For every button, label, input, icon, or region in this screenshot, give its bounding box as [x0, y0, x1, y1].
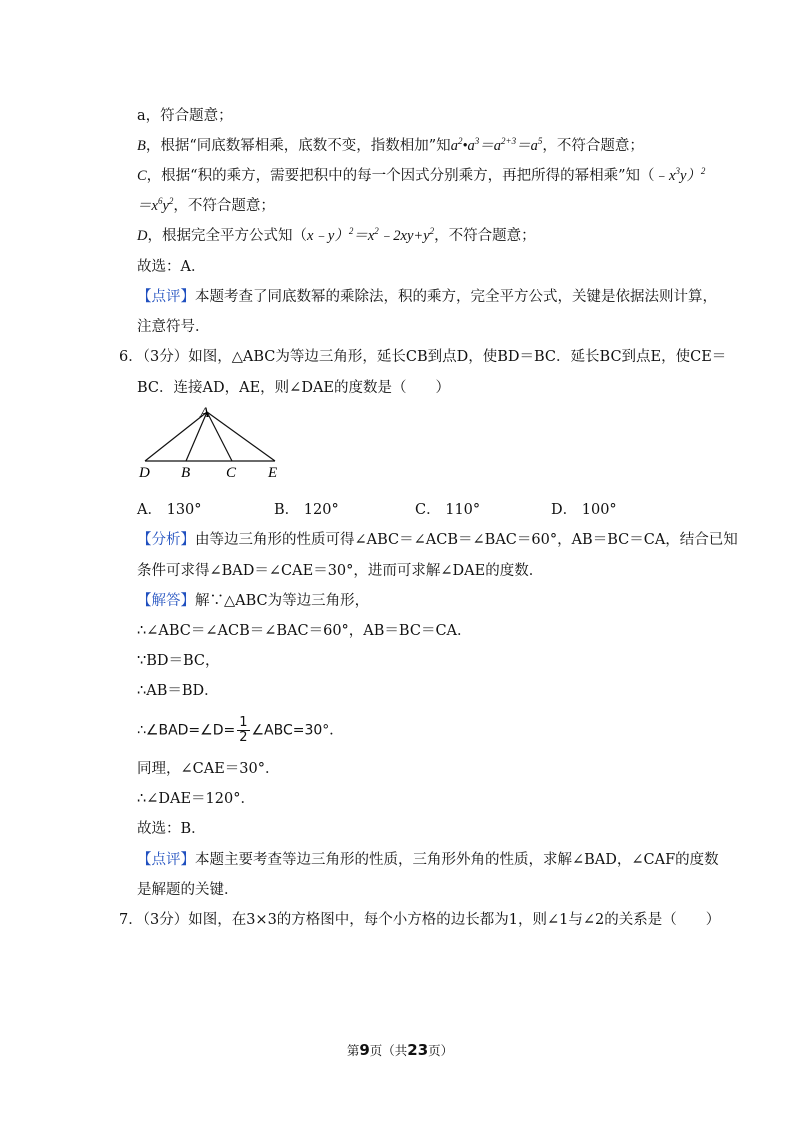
q6-solution-line1	[137, 591, 369, 611]
q6-solution-line7: ∴∠DAE＝120°．	[137, 791, 255, 807]
fraction-numerator: 1	[239, 715, 248, 730]
point-a-label: A	[200, 405, 210, 421]
q5-answer: 故选：A．	[137, 259, 206, 275]
q5-b-label: B	[137, 138, 146, 154]
q7-stem-text: （3分）如图，在3×3的方格图中，每个小方格的边长都为1，则∠1与∠2的关系是（ ）	[142, 912, 721, 928]
q6-sol5-pre: ∴∠BAD=∠D=	[137, 722, 236, 739]
q6-comment-tag: 【点评】	[137, 852, 195, 868]
fraction-denominator: 2	[239, 730, 248, 745]
point-e-label: E	[268, 465, 278, 481]
q6-solution-line6: 同理，∠CAE＝30°．	[137, 761, 280, 777]
point-b-label: B	[181, 465, 191, 481]
q5-comment-line1	[137, 287, 717, 307]
q5-c-label: C	[137, 168, 147, 184]
q6-triangle-figure	[135, 402, 295, 482]
q5-c-text: ，根据“积的乘方，需要把积中的每一个因式分别乘方，再把所得的幂相乘”知（﹣	[146, 168, 669, 184]
q5-c-formula2: $=x^6y^2$	[137, 196, 174, 214]
q6-solution-tag: 【解答】	[137, 593, 195, 609]
q6-comment-line2: 是解题的关键．	[137, 882, 239, 898]
q6-solution-text1: 解∵△ABC为等边三角形，	[195, 593, 370, 609]
point-c-label: C	[226, 465, 237, 481]
q6-solution-line3: ∵BD＝BC，	[137, 653, 220, 669]
q6-answer: 故选：B．	[137, 821, 206, 837]
q6-comment-text1: 本题主要考查等边三角形的性质，三角形外角的性质，求解∠BAD，∠CAF的度数	[195, 852, 719, 868]
q5-c-tail: ，不符合题意；	[173, 198, 275, 214]
q6-option-d: D． 100°	[551, 502, 617, 518]
q6-stem-line2: BC．连接AD，AE，则∠DAE的度数是（ ）	[137, 380, 451, 396]
q6-comment-line1	[137, 850, 719, 870]
q5-comment-text1: 本题考查了同底数幂的乘除法，积的乘方，完全平方公式，关键是依据法则计算，	[195, 289, 717, 305]
q6-solution-line4: ∴AB＝BD．	[137, 683, 219, 699]
q5-option-a-line: a，符合题意；	[137, 108, 233, 124]
q6-stem-line1	[119, 347, 726, 367]
q5-option-b-line	[137, 136, 644, 156]
q5-b-tail: ，不符合题意；	[542, 138, 644, 154]
q5-option-d-line	[137, 226, 536, 246]
page-footer: 第9页（共23页）	[346, 1041, 454, 1059]
q6-stem-text1: （3分）如图，△ABC为等边三角形，延长CB到点D，使BD＝BC．延长BC到点E，使CE＝	[142, 349, 727, 365]
q6-sol5-post: ∠ABC=30°．	[251, 722, 344, 739]
q5-c-formula: $x^3y)^2$	[669, 166, 706, 184]
q6-analysis-line1	[137, 530, 738, 550]
q6-number: 6．	[119, 349, 143, 365]
q5-d-label: D	[137, 228, 148, 244]
q6-option-a: A． 130°	[137, 502, 202, 518]
q7-number: 7．	[119, 912, 143, 928]
q6-analysis-line2: 条件可求得∠BAD＝∠CAE＝30°，进而可求解∠DAE的度数．	[137, 563, 544, 579]
point-d-label: D	[139, 465, 150, 481]
q6-option-b: B． 120°	[274, 502, 339, 518]
q5-comment-tag: 【点评】	[137, 289, 195, 305]
q5-d-text: ，根据完全平方公式知（	[147, 228, 307, 244]
q6-analysis-text1: 由等边三角形的性质可得∠ABC＝∠ACB＝∠BAC＝60°，AB＝BC＝CA，结合已知	[195, 532, 738, 548]
q5-comment-line2: 注意符号．	[137, 319, 210, 335]
q6-option-c: C． 110°	[415, 502, 481, 518]
q5-b-formula: $a^2•a^3=a^{2+3}=a^5$	[450, 136, 543, 154]
q5-b-text: ，根据“同底数幂相乘，底数不变，指数相加”知	[145, 138, 451, 154]
q7-stem-line	[119, 910, 720, 930]
q6-analysis-tag: 【分析】	[137, 532, 195, 548]
q6-solution-line2: ∴∠ABC＝∠ACB＝∠BAC＝60°，AB＝BC＝CA．	[137, 623, 472, 639]
q6-solution-line5	[137, 716, 343, 745]
q5-option-c-line	[137, 166, 705, 186]
current-page-number: 9	[359, 1041, 370, 1059]
total-page-count: 23	[407, 1041, 429, 1059]
q5-d-tail: ，不符合题意；	[434, 228, 536, 244]
q5-d-formula: $x﹣y)^2=x^2﹣2xy+y^2$	[306, 226, 435, 244]
q5-option-c-line2	[137, 196, 275, 216]
one-half-fraction	[237, 716, 249, 745]
